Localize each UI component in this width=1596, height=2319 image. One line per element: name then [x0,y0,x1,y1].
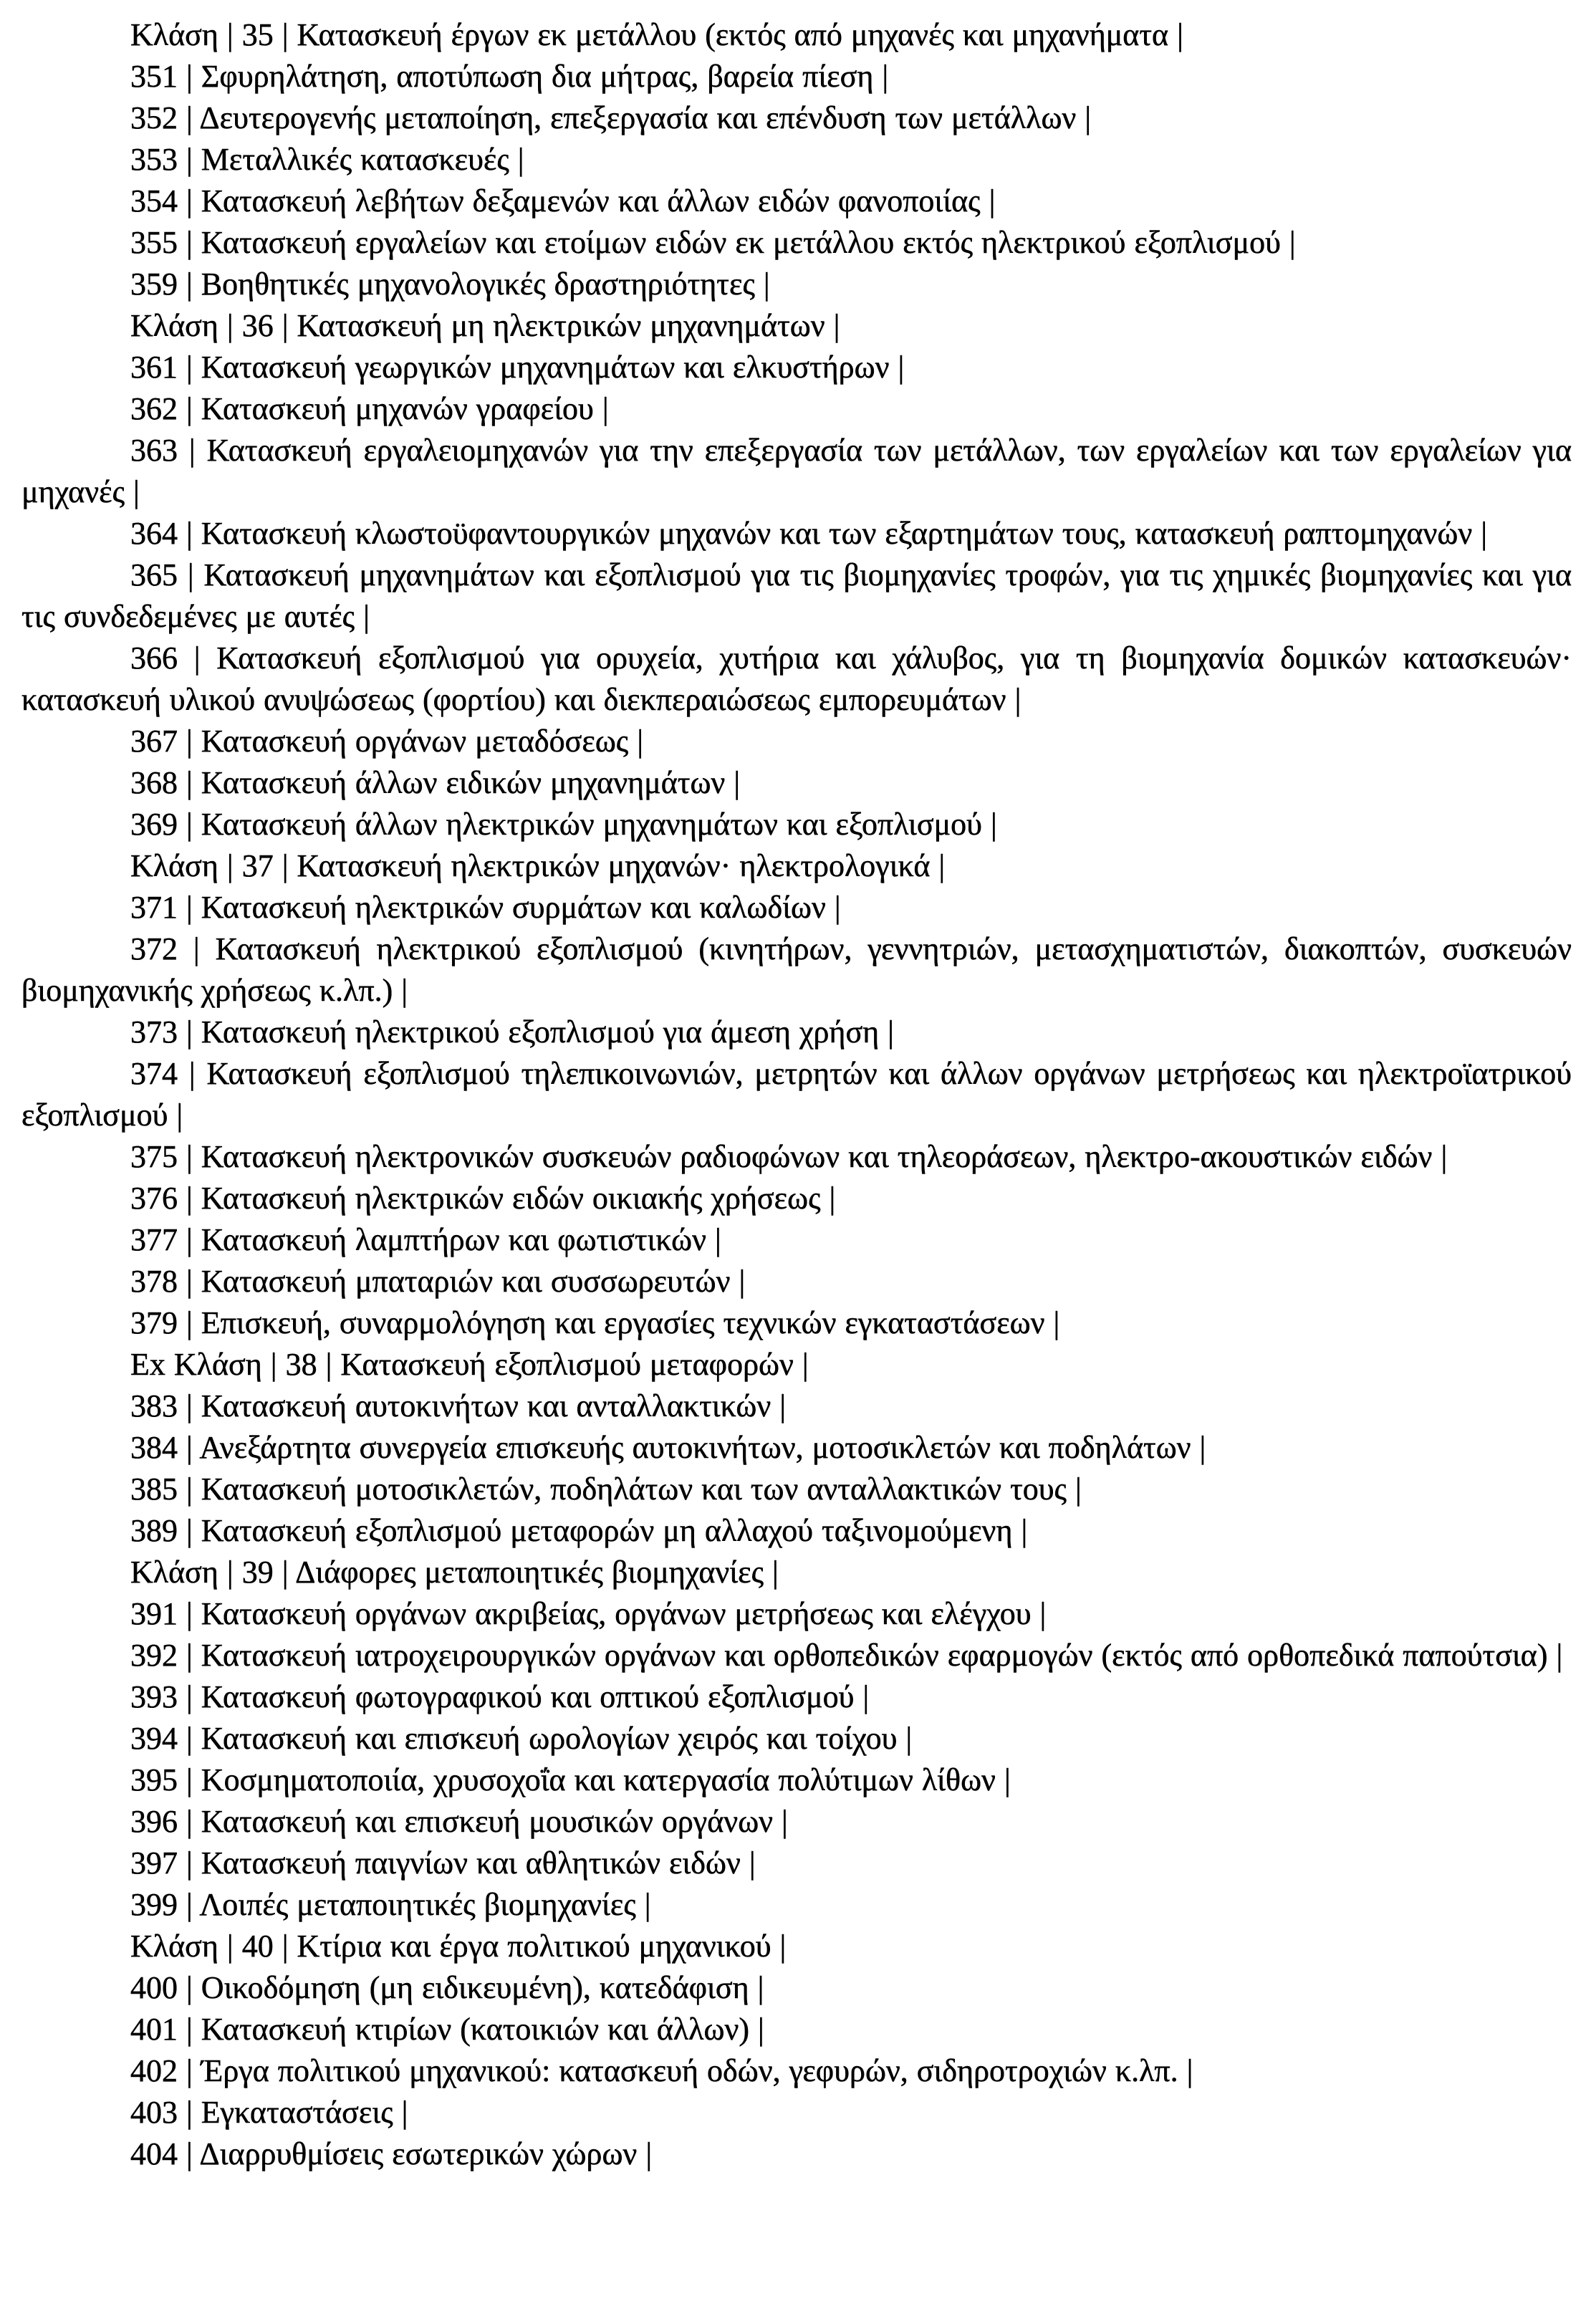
classification-entry: 395 | Κοσμηματοποιία, χρυσοχοΐα και κατεργασία πολύτιμων λίθων | [130,1762,1011,1797]
classification-entry: 363 | Κατασκευή εργαλειομηχανών για την επεξεργασία των μετάλλων, των εργαλείων και των εργαλείων για μηχανές | [21,433,1572,509]
classification-entry: 403 | Εγκαταστάσεις | [130,2095,408,2130]
classification-entry: 369 | Κατασκευή άλλων ηλεκτρικών μηχανημάτων και εξοπλισμού | [130,807,997,842]
classification-entry: 359 | Βοηθητικές μηχανολογικές δραστηριότητες | [130,267,770,302]
classification-entry: Ex Κλάση | 38 | Κατασκευή εξοπλισμού μεταφορών | [130,1347,809,1382]
classification-entry: 371 | Κατασκευή ηλεκτρικών συρμάτων και καλωδίων | [130,890,841,925]
classification-entry: Κλάση | 37 | Κατασκευή ηλεκτρικών μηχανών· ηλεκτρολογικά | [130,848,946,883]
classification-entry: 372 | Κατασκευή ηλεκτρικού εξοπλισμού (κινητήρων, γεννητριών, μετασχηματιστών, διακοπτών, συσκευών βιομηχανικής χρήσεως κ.λπ.) | [21,931,1572,1008]
classification-entry: 367 | Κατασκευή οργάνων μεταδόσεως | [130,724,644,759]
classification-entry: 373 | Κατασκευή ηλεκτρικού εξοπλισμού για άμεση χρήση | [130,1014,894,1050]
classification-entry: 361 | Κατασκευή γεωργικών μηχανημάτων και ελκυστήρων | [130,350,905,385]
classification-entry: 399 | Λοιπές μεταποιητικές βιομηχανίες | [130,1887,651,1922]
classification-entry: 366 | Κατασκευή εξοπλισμού για ορυχεία, χυτήρια και χάλυβος, για τη βιομηχανία δομικών κατασκευών· κατασκευή υλικού ανυψώσεως (φορτίου) και διεκπεραιώσεως εμπορευμάτων | [21,640,1572,717]
classification-entry: Κλάση | 36 | Κατασκευή μη ηλεκτρικών μηχανημάτων | [130,308,840,343]
classification-entry: 385 | Κατασκευή μοτοσικλετών, ποδηλάτων και των ανταλλακτικών τους | [130,1471,1082,1507]
classification-entry: 389 | Κατασκευή εξοπλισμού μεταφορών μη αλλαχού ταξινομούμενη | [130,1513,1028,1548]
classification-entry: 383 | Κατασκευή αυτοκινήτων και ανταλλακτικών | [130,1388,787,1423]
classification-entry: 375 | Κατασκευή ηλεκτρονικών συσκευών ραδιοφώνων και τηλεοράσεων, ηλεκτρο-ακουστικών ειδών | [130,1139,1448,1174]
classification-entry: 391 | Κατασκευή οργάνων ακριβείας, οργάνων μετρήσεως και ελέγχου | [130,1596,1047,1631]
classification-entry: 378 | Κατασκευή μπαταριών και συσσωρευτών | [130,1264,746,1299]
classification-entry: 355 | Κατασκευή εργαλείων και ετοίμων ειδών εκ μετάλλου εκτός ηλεκτρικού εξοπλισμού | [130,225,1296,260]
classification-entry: 401 | Κατασκευή κτιρίων (κατοικιών και άλλων) | [130,2012,764,2047]
classification-entry: 362 | Κατασκευή μηχανών γραφείου | [130,391,609,426]
classification-entry: 393 | Κατασκευή φωτογραφικού και οπτικού εξοπλισμού | [130,1679,870,1714]
classification-entry: 352 | Δευτερογενής μεταποίηση, επεξεργασία και επένδυση των μετάλλων | [130,100,1092,135]
classification-entry: 379 | Επισκευή, συναρμολόγηση και εργασίες τεχνικών εγκαταστάσεων | [130,1305,1060,1340]
classification-entry: 404 | Διαρρυθμίσεις εσωτερικών χώρων | [130,2136,653,2171]
classification-entry: 354 | Κατασκευή λεβήτων δεξαμενών και άλλων ειδών φανοποιίας | [130,183,996,219]
classification-entry: 351 | Σφυρηλάτηση, αποτύπωση δια μήτρας, βαρεία πίεση | [130,59,889,94]
classification-entry: Κλάση | 39 | Διάφορες μεταποιητικές βιομηχανίες | [130,1555,779,1590]
classification-entry: 353 | Μεταλλικές κατασκευές | [130,142,524,177]
classification-entry: 396 | Κατασκευή και επισκευή μουσικών οργάνων | [130,1804,788,1839]
classification-entry: 374 | Κατασκευή εξοπλισμού τηλεπικοινωνιών, μετρητών και άλλων οργάνων μετρήσεως και ηλεκτροϊατρικού εξοπλισμού | [21,1056,1572,1133]
classification-entry: Κλάση | 40 | Κτίρια και έργα πολιτικού μηχανικού | [130,1929,787,1964]
classification-entry: 384 | Ανεξάρτητα συνεργεία επισκευής αυτοκινήτων, μοτοσικλετών και ποδηλάτων | [130,1430,1206,1465]
classification-entry: 397 | Κατασκευή παιγνίων και αθλητικών ειδών | [130,1845,756,1881]
classification-entry: 364 | Κατασκευή κλωστοϋφαντουργικών μηχανών και των εξαρτημάτων τους, κατασκευή ραπτομηχανών | [130,516,1488,551]
classification-entry: 365 | Κατασκευή μηχανημάτων και εξοπλισμού για τις βιομηχανίες τροφών, για τις χημικές βιομηχανίες και για τις συνδεδεμένες με αυτές | [21,557,1572,634]
classification-entry: 402 | Έργα πολιτικού μηχανικού: κατασκευή οδών, γεφυρών, σιδηροτροχιών κ.λπ. | [130,2053,1193,2088]
classification-entry: 377 | Κατασκευή λαμπτήρων και φωτιστικών | [130,1222,721,1257]
classification-entry: 394 | Κατασκευή και επισκευή ωρολογίων χειρός και τοίχου | [130,1721,913,1756]
classification-entry: 368 | Κατασκευή άλλων ειδικών μηχανημάτων | [130,765,741,800]
classification-entry: 400 | Οικοδόμηση (μη ειδικευμένη), κατεδάφιση | [130,1970,764,2005]
classification-entry: Κλάση | 35 | Κατασκευή έργων εκ μετάλλου (εκτός από μηχανές και μηχανήματα | [130,17,1183,52]
classification-entry: 376 | Κατασκευή ηλεκτρικών ειδών οικιακής χρήσεως | [130,1181,836,1216]
classification-entry: 392 | Κατασκευή ιατροχειρουργικών οργάνων και ορθοπεδικών εφαρμογών (εκτός από ορθοπεδικά παπούτσια) | [130,1638,1563,1673]
